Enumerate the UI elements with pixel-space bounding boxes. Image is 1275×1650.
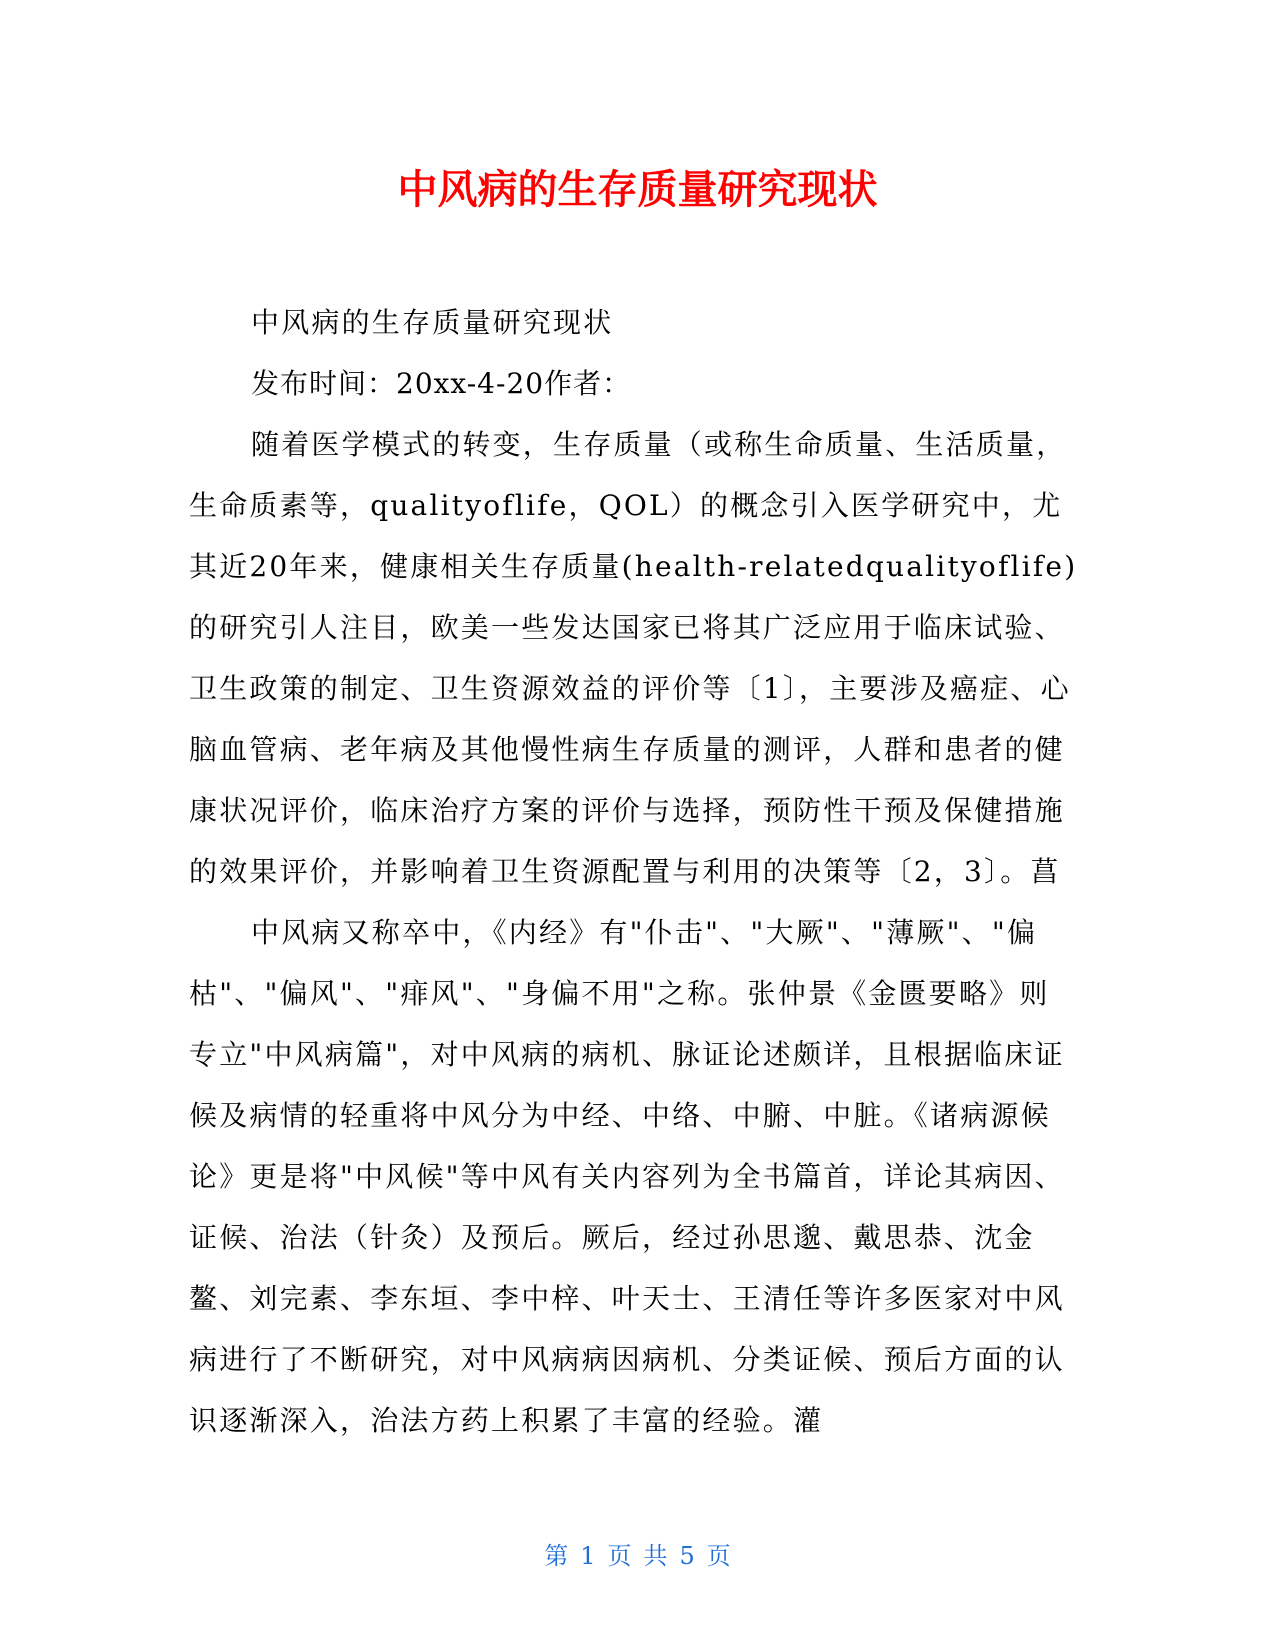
document-title: 中风病的生存质量研究现状 xyxy=(397,167,878,213)
footer-total-label: 共 xyxy=(643,1542,668,1570)
history-paragraph: 中风病又称卒中，《内经》有"仆击"、"大厥"、"薄厥"、"偏枯"、"偏风"、"痱风"、"身偏不用"之称。张仲景《金匮要略》则专立"中风病篇"，对中风病的病机、脉证论述颇详，且根据临床证候及病情的轻重将中风分为中经、中络、中腑、中脏。《诸病源候论》更是将"中风候"等中风有关内容列为全书篇首，详论其病因、证候、治法（针灸）及预后。厥后，经过孙思邈、戴思恭、沈金鳌、刘完素、李东垣、李中梓、叶天士、王清任等许多医家对中风病进行了不断研究，对中风病病因病机、分类证候、预后方面的认识逐渐深入，治法方药上积累了丰富的经验。灌 xyxy=(189,916,1065,1437)
footer-page-unit: 页 xyxy=(607,1542,632,1570)
page-footer xyxy=(0,1540,1275,1572)
footer-current-page: 1 xyxy=(580,1542,596,1570)
footer-total-pages: 5 xyxy=(679,1542,695,1570)
subtitle-paragraph: 中风病的生存质量研究现状 xyxy=(251,306,614,339)
document-body xyxy=(189,292,1079,1451)
publish-info-paragraph: 发布时间：20xx-4-20作者： xyxy=(251,367,632,400)
intro-paragraph: 随着医学模式的转变，生存质量（或称生命质量、生活质量，生命质素等，qualityoflife，QOL）的概念引入医学研究中，尤其近20年来，健康相关生存质量(health-relatedqualityoflife)的研究引人注目，欧美一些发达国家已将其广泛应用于临床试验、卫生政策的制定、卫生资源效益的评价等〔1〕，主要涉及癌症、心脑血管病、老年病及其他慢性病生存质量的测评，人群和患者的健康状况评价，临床治疗方案的评价与选择，预防性干预及保健措施的效果评价，并影响着卫生资源配置与利用的决策等〔2，3〕。菖 xyxy=(189,428,1078,888)
footer-total-unit: 页 xyxy=(706,1542,731,1570)
footer-page-label: 第 xyxy=(544,1542,569,1570)
